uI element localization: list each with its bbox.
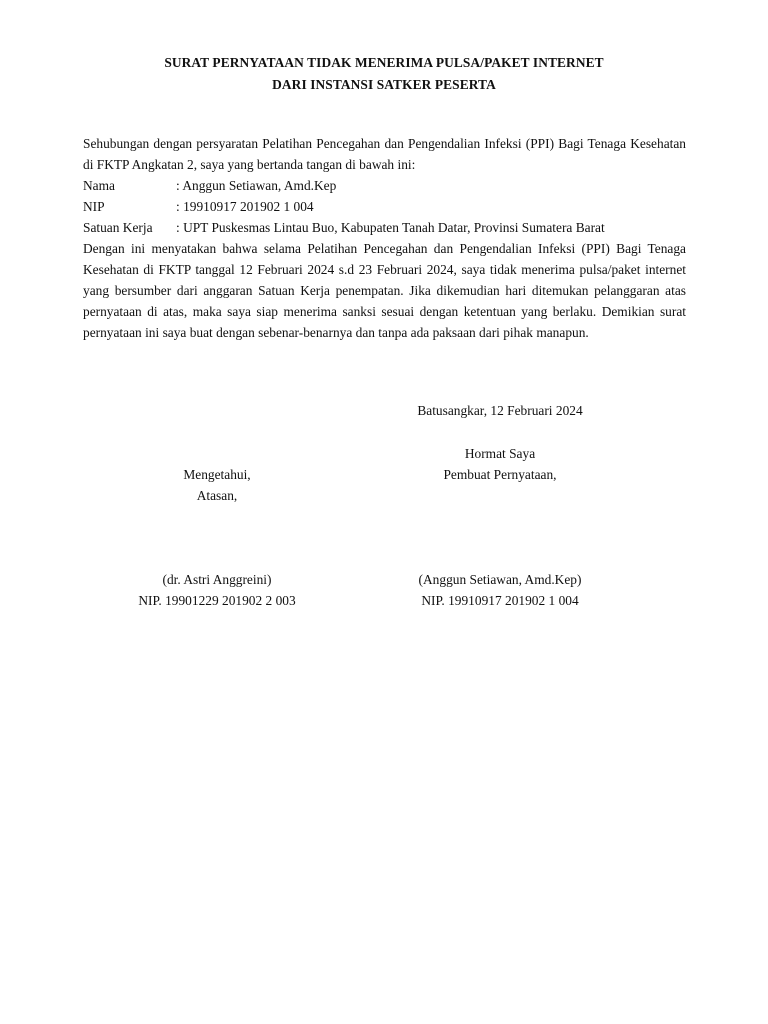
right-sign-line1: Pembuat Pernyataan, (443, 467, 557, 482)
place-date: Batusangkar, 12 Februari 2024 (417, 403, 583, 418)
field-row-satuan-kerja (83, 217, 686, 238)
field-value: : UPT Puskesmas Lintau Buo, Kabupaten Tanah Datar, Provinsi Sumatera Barat (176, 220, 605, 235)
intro-paragraph: Sehubungan dengan persyaratan Pelatihan Pencegahan dan Pengendalian Infeksi (PPI) Bagi Tenaga Kesehatan di FKTP Angkatan 2, saya yang bertanda tangan di bawah ini: (83, 136, 686, 172)
left-sign-line2: Atasan, (196, 488, 238, 503)
right-signer-name: (Anggun Setiawan, Amd.Kep) (418, 572, 582, 587)
right-signer-nip: NIP. 19910917 201902 1 004 (421, 593, 579, 608)
field-label: Nama (83, 178, 115, 193)
closing-text: Hormat Saya (464, 446, 536, 461)
field-value: : Anggun Setiawan, Amd.Kep (176, 178, 337, 193)
field-value: : 19910917 201902 1 004 (176, 199, 314, 214)
field-label: Satuan Kerja (83, 220, 153, 235)
document-body (83, 133, 686, 343)
statement-paragraph: Dengan ini menyatakan bahwa selama Pelatihan Pencegahan dan Pengendalian Infeksi (PPI) Bagi Tenaga Kesehatan di FKTP tanggal 12 Februari 2024 s.d 23 Februari 2024, saya tidak menerima pulsa/paket internet yang bersumber dari anggaran Satuan Kerja penempatan. Jika dikemudian hari ditemukan pelanggaran atas pernyataan di atas, maka saya siap menerima sanksi sesuai dengan ketentuan yang berlaku. Demikian surat pernyataan ini saya buat dengan sebenar-benarnya dan tanpa ada paksaan dari pihak manapun. (83, 241, 686, 340)
field-label: NIP (83, 199, 105, 214)
field-row-nip (83, 196, 686, 217)
document-title-line2: DARI INSTANSI SATKER PESERTA (272, 77, 496, 92)
document-title-line1: SURAT PERNYATAAN TIDAK MENERIMA PULSA/PAKET INTERNET (164, 55, 604, 70)
left-signer-nip: NIP. 19901229 201902 2 003 (138, 593, 296, 608)
field-row-nama (83, 175, 686, 196)
left-signer-name: (dr. Astri Anggreini) (162, 572, 272, 587)
left-sign-line1: Mengetahui, (183, 467, 251, 482)
